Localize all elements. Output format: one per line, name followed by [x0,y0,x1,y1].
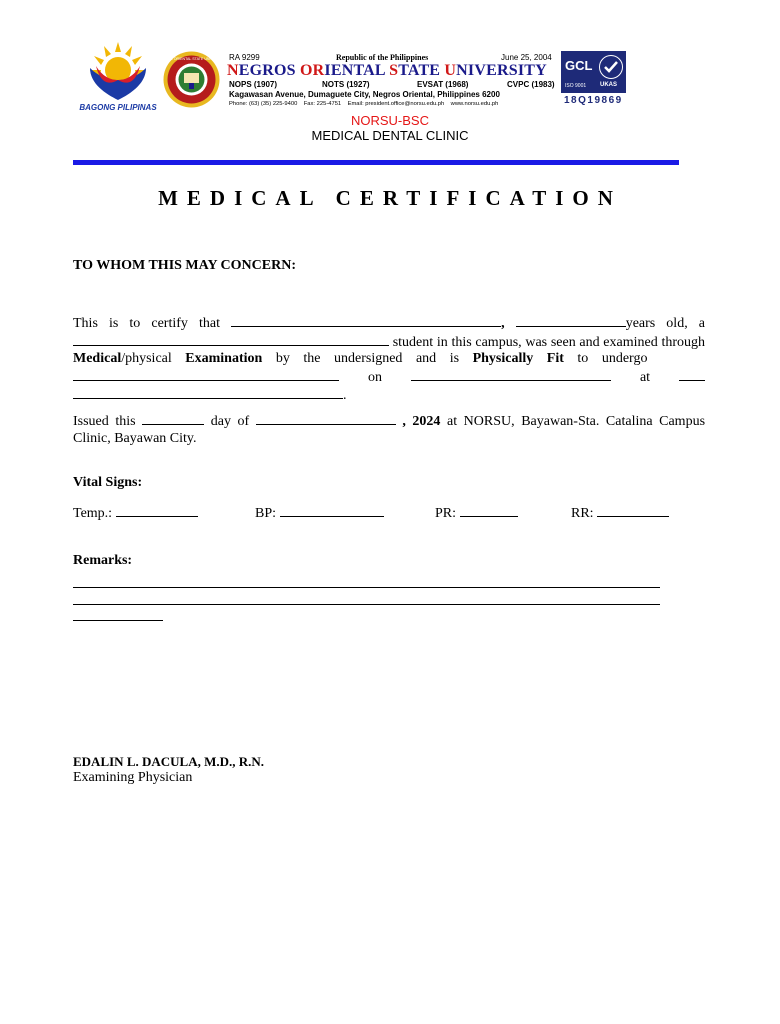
physician-title: Examining Physician [73,770,193,785]
header-divider [73,160,679,165]
remarks-line-3[interactable] [73,620,163,621]
seal-text: NEGROS ORIENTAL STATE UNIVERSITY [157,57,226,61]
bagong-pilipinas-logo [76,40,160,112]
university-address: Kagawasan Avenue, Dumaguete City, Negros Oriental, Philippines 6200 [229,90,500,99]
campus-label: NORSU-BSC [350,113,429,128]
temp-field: Temp.: [73,504,198,522]
document-title: MEDICAL CERTIFICATION [158,186,622,210]
remarks-line-2[interactable] [73,604,660,605]
founded-nops: NOPS (1907) [229,80,278,89]
bp-blank[interactable] [280,504,384,517]
date-blank[interactable] [411,368,611,381]
age-blank[interactable] [516,314,626,327]
pr-blank[interactable] [460,504,518,517]
founded-nots: NOTS (1927) [322,80,370,89]
ra-number: RA 9299 [229,53,260,62]
founded-evsat: EVSAT (1968) [417,80,469,89]
iso-certification-logo: GCL ISO 9001 UKAS [561,51,626,93]
iso-code: 18Q19869 [564,95,623,106]
vital-signs-heading: Vital Signs: [73,475,143,490]
republic-label: Republic of the Philippines [336,53,429,62]
rr-blank[interactable] [597,504,669,517]
course-blank[interactable] [73,333,389,346]
physician-name: EDALIN L. DACULA, M.D., R.N. [73,754,265,769]
checkmark-icon [599,55,623,79]
office-label: MEDICAL DENTAL CLINIC [311,128,469,143]
temp-blank[interactable] [116,504,198,517]
venue-blank[interactable] [73,386,343,399]
rr-field: RR: [571,504,669,522]
certification-paragraph: This is to certify that , years old, a student in this campus, was seen and examined through Medical/physical Examination by the undersigned and is Physically Fit to undergo on at . [73,316,706,403]
header-date: June 25, 2004 [501,53,552,62]
university-seal [157,51,226,108]
university-name: NEGROS ORIENTAL STATE UNIVERSITY [227,62,547,79]
remarks-heading: Remarks: [73,553,133,568]
issued-day-blank[interactable] [142,412,204,425]
activity-blank[interactable] [73,368,339,381]
issued-paragraph: Issued this day of , 2024 at NORSU, Bayawan-Sta. Catalina Campus Clinic, Bayawan City. [73,414,706,446]
name-blank[interactable] [231,314,501,327]
remarks-line-1[interactable] [73,587,660,588]
bp-field: BP: [255,504,384,522]
bagong-logo-text: BAGONG PILIPINAS [79,103,157,112]
issued-month-blank[interactable] [256,412,396,425]
founded-cvpc: CVPC (1983) [507,80,555,89]
venue-blank-start[interactable] [679,368,705,381]
salutation: TO WHOM THIS MAY CONCERN: [73,258,296,273]
university-contact: Phone: (63) (35) 225-9400 Fax: 225-4751 Email: president.office@norsu.edu.ph www.norsu.edu.ph [229,101,499,107]
pr-field: PR: [435,504,518,522]
